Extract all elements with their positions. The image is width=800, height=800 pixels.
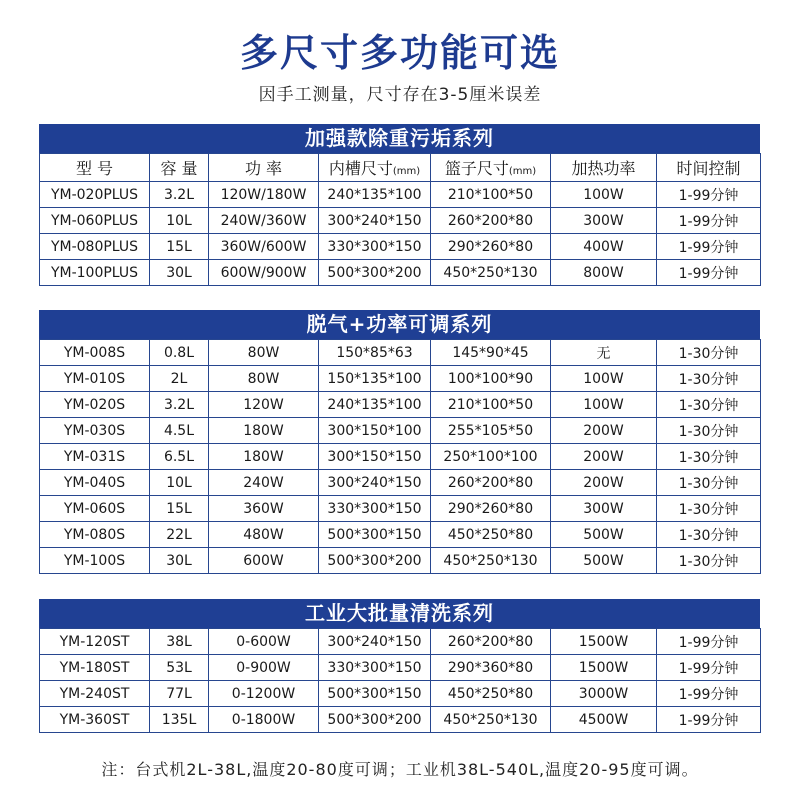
- section-industrial: [39, 599, 760, 733]
- cell-capacity: 10L: [150, 470, 209, 496]
- cell-time-control: 1-30分钟: [657, 418, 761, 444]
- table-row: [40, 470, 761, 496]
- cell-capacity: 15L: [150, 496, 209, 522]
- cell-inner-size: 330*300*150: [319, 234, 431, 260]
- cell-capacity: 77L: [150, 681, 209, 707]
- table-row: [40, 260, 761, 286]
- cell-time-control: 1-30分钟: [657, 444, 761, 470]
- cell-time-control: 1-99分钟: [657, 681, 761, 707]
- section-reinforced: [39, 124, 760, 286]
- cell-time-control: 1-99分钟: [657, 182, 761, 208]
- cell-inner-size: 300*240*150: [319, 208, 431, 234]
- cell-inner-size: 330*300*150: [319, 655, 431, 681]
- cell-model: YM-120ST: [40, 629, 150, 655]
- cell-model: YM-010S: [40, 366, 150, 392]
- cell-basket-size: 260*200*80: [431, 470, 551, 496]
- section-title: 加强款除重污垢系列: [39, 124, 760, 153]
- table-row: [40, 392, 761, 418]
- header-model: 型 号: [40, 154, 150, 182]
- cell-inner-size: 300*150*100: [319, 418, 431, 444]
- cell-power: 0-1800W: [209, 707, 319, 733]
- table-row: [40, 234, 761, 260]
- cell-capacity: 38L: [150, 629, 209, 655]
- header-capacity: 容 量: [150, 154, 209, 182]
- cell-model: YM-060PLUS: [40, 208, 150, 234]
- cell-time-control: 1-99分钟: [657, 208, 761, 234]
- cell-model: YM-008S: [40, 340, 150, 366]
- cell-capacity: 30L: [150, 548, 209, 574]
- table-header-row: [40, 154, 761, 182]
- cell-heating-power: 800W: [551, 260, 657, 286]
- cell-power: 180W: [209, 418, 319, 444]
- table-body: [40, 629, 761, 733]
- cell-heating-power: 300W: [551, 208, 657, 234]
- cell-heating-power: 100W: [551, 392, 657, 418]
- cell-heating-power: 无: [551, 340, 657, 366]
- table-row: [40, 418, 761, 444]
- cell-inner-size: 300*240*150: [319, 629, 431, 655]
- cell-model: YM-020PLUS: [40, 182, 150, 208]
- cell-inner-size: 150*85*63: [319, 340, 431, 366]
- cell-model: YM-040S: [40, 470, 150, 496]
- section-title: 工业大批量清洗系列: [39, 599, 760, 628]
- cell-basket-size: 145*90*45: [431, 340, 551, 366]
- cell-time-control: 1-30分钟: [657, 392, 761, 418]
- cell-model: YM-100PLUS: [40, 260, 150, 286]
- header-power: 功 率: [209, 154, 319, 182]
- cell-inner-size: 240*135*100: [319, 182, 431, 208]
- page-subtitle: 因手工测量，尺寸存在3-5厘米误差: [258, 85, 542, 105]
- cell-time-control: 1-30分钟: [657, 522, 761, 548]
- header-basket-unit: (mm): [508, 166, 537, 177]
- cell-basket-size: 290*260*80: [431, 496, 551, 522]
- cell-inner-size: 150*135*100: [319, 366, 431, 392]
- cell-capacity: 15L: [150, 234, 209, 260]
- cell-inner-size: 500*300*200: [319, 260, 431, 286]
- header-inner-size: [319, 154, 431, 182]
- cell-power: 360W: [209, 496, 319, 522]
- cell-power: 600W/900W: [209, 260, 319, 286]
- cell-heating-power: 500W: [551, 548, 657, 574]
- cell-time-control: 1-30分钟: [657, 548, 761, 574]
- cell-power: 80W: [209, 340, 319, 366]
- header-basket-size: [431, 154, 551, 182]
- cell-basket-size: 290*260*80: [431, 234, 551, 260]
- table-body: [40, 340, 761, 574]
- cell-heating-power: 200W: [551, 470, 657, 496]
- cell-power: 120W: [209, 392, 319, 418]
- cell-capacity: 6.5L: [150, 444, 209, 470]
- cell-basket-size: 260*200*80: [431, 208, 551, 234]
- table-row: [40, 655, 761, 681]
- spec-table: [39, 628, 761, 733]
- cell-inner-size: 300*240*150: [319, 470, 431, 496]
- cell-power: 240W: [209, 470, 319, 496]
- cell-heating-power: 100W: [551, 366, 657, 392]
- cell-power: 600W: [209, 548, 319, 574]
- cell-time-control: 1-99分钟: [657, 234, 761, 260]
- cell-heating-power: 1500W: [551, 655, 657, 681]
- cell-basket-size: 450*250*80: [431, 681, 551, 707]
- cell-model: YM-030S: [40, 418, 150, 444]
- cell-heating-power: 3000W: [551, 681, 657, 707]
- table-row: [40, 366, 761, 392]
- table-row: [40, 340, 761, 366]
- spec-table: [39, 339, 761, 574]
- cell-power: 480W: [209, 522, 319, 548]
- cell-inner-size: 240*135*100: [319, 392, 431, 418]
- cell-inner-size: 300*150*150: [319, 444, 431, 470]
- table-body: [40, 182, 761, 286]
- cell-capacity: 3.2L: [150, 182, 209, 208]
- cell-basket-size: 290*360*80: [431, 655, 551, 681]
- cell-capacity: 53L: [150, 655, 209, 681]
- cell-capacity: 0.8L: [150, 340, 209, 366]
- cell-inner-size: 500*300*200: [319, 548, 431, 574]
- cell-time-control: 1-30分钟: [657, 366, 761, 392]
- header-basket-label: 篮子尺寸: [444, 159, 509, 178]
- table-row: [40, 444, 761, 470]
- cell-model: YM-080S: [40, 522, 150, 548]
- cell-model: YM-180ST: [40, 655, 150, 681]
- cell-time-control: 1-30分钟: [657, 496, 761, 522]
- cell-basket-size: 450*250*130: [431, 260, 551, 286]
- cell-basket-size: 450*250*130: [431, 548, 551, 574]
- cell-inner-size: 500*300*150: [319, 522, 431, 548]
- cell-capacity: 135L: [150, 707, 209, 733]
- section-degas: [39, 310, 760, 574]
- cell-capacity: 30L: [150, 260, 209, 286]
- cell-heating-power: 100W: [551, 182, 657, 208]
- cell-power: 120W/180W: [209, 182, 319, 208]
- footnote: 注：台式机2L-38L,温度20-80度可调；工业机38L-540L,温度20-95度可调。: [101, 760, 699, 779]
- cell-power: 0-600W: [209, 629, 319, 655]
- table-row: [40, 522, 761, 548]
- cell-time-control: 1-30分钟: [657, 340, 761, 366]
- cell-model: YM-360ST: [40, 707, 150, 733]
- cell-basket-size: 210*100*50: [431, 182, 551, 208]
- cell-model: YM-080PLUS: [40, 234, 150, 260]
- cell-power: 0-1200W: [209, 681, 319, 707]
- cell-capacity: 22L: [150, 522, 209, 548]
- table-row: [40, 496, 761, 522]
- cell-time-control: 1-99分钟: [657, 655, 761, 681]
- cell-power: 0-900W: [209, 655, 319, 681]
- cell-power: 80W: [209, 366, 319, 392]
- table-row: [40, 681, 761, 707]
- header-inner-unit: (mm): [392, 166, 421, 177]
- cell-power: 180W: [209, 444, 319, 470]
- page-title: 多尺寸多功能可选: [239, 31, 560, 75]
- cell-basket-size: 260*200*80: [431, 629, 551, 655]
- cell-inner-size: 330*300*150: [319, 496, 431, 522]
- cell-basket-size: 210*100*50: [431, 392, 551, 418]
- cell-basket-size: 450*250*80: [431, 522, 551, 548]
- cell-basket-size: 250*100*100: [431, 444, 551, 470]
- cell-model: YM-060S: [40, 496, 150, 522]
- cell-model: YM-240ST: [40, 681, 150, 707]
- cell-basket-size: 450*250*130: [431, 707, 551, 733]
- cell-model: YM-100S: [40, 548, 150, 574]
- cell-model: YM-020S: [40, 392, 150, 418]
- cell-basket-size: 255*105*50: [431, 418, 551, 444]
- cell-heating-power: 4500W: [551, 707, 657, 733]
- spec-table: [39, 153, 761, 286]
- table-row: [40, 548, 761, 574]
- cell-heating-power: 400W: [551, 234, 657, 260]
- header-inner-label: 内槽尺寸: [328, 159, 393, 178]
- header-heating: 加热功率: [551, 154, 657, 182]
- cell-heating-power: 500W: [551, 522, 657, 548]
- table-row: [40, 629, 761, 655]
- cell-capacity: 2L: [150, 366, 209, 392]
- section-title: 脱气+功率可调系列: [39, 310, 760, 339]
- cell-heating-power: 200W: [551, 418, 657, 444]
- cell-time-control: 1-99分钟: [657, 260, 761, 286]
- cell-inner-size: 500*300*200: [319, 707, 431, 733]
- cell-heating-power: 300W: [551, 496, 657, 522]
- cell-power: 360W/600W: [209, 234, 319, 260]
- table-row: [40, 182, 761, 208]
- cell-power: 240W/360W: [209, 208, 319, 234]
- cell-heating-power: 1500W: [551, 629, 657, 655]
- table-row: [40, 707, 761, 733]
- cell-time-control: 1-99分钟: [657, 707, 761, 733]
- header-timer: 时间控制: [657, 154, 761, 182]
- cell-capacity: 4.5L: [150, 418, 209, 444]
- table-row: [40, 208, 761, 234]
- cell-inner-size: 500*300*150: [319, 681, 431, 707]
- cell-capacity: 10L: [150, 208, 209, 234]
- cell-basket-size: 100*100*90: [431, 366, 551, 392]
- cell-capacity: 3.2L: [150, 392, 209, 418]
- cell-time-control: 1-30分钟: [657, 470, 761, 496]
- cell-model: YM-031S: [40, 444, 150, 470]
- cell-heating-power: 200W: [551, 444, 657, 470]
- cell-time-control: 1-99分钟: [657, 629, 761, 655]
